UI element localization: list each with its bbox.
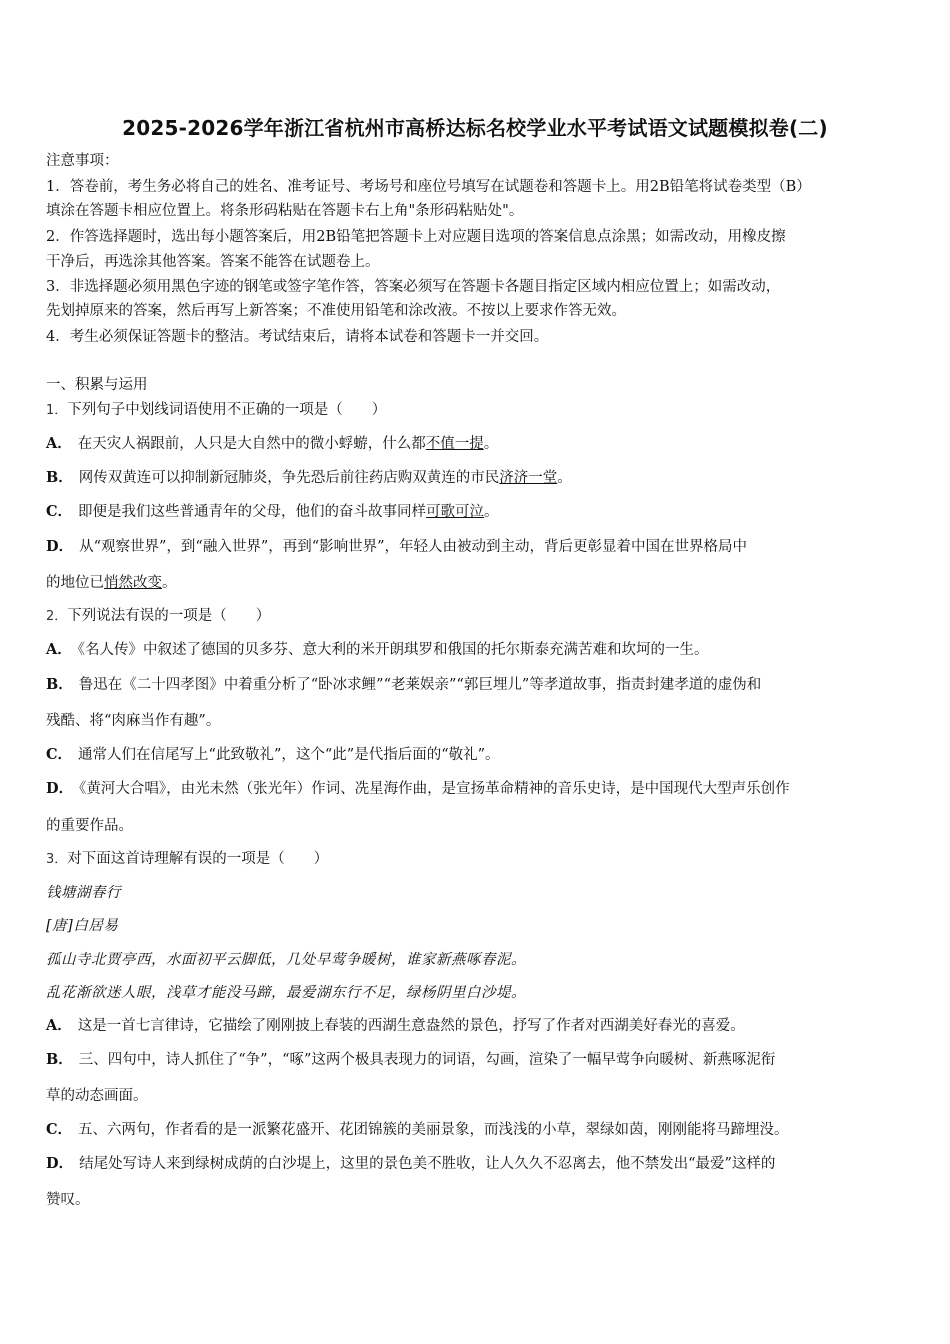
underlined-term: 悄然改变: [104, 575, 162, 591]
option-letter: D．: [46, 538, 74, 555]
q1-option-c: [46, 502, 916, 522]
option-letter: B．: [46, 469, 73, 486]
option-letter: C．: [46, 1121, 73, 1138]
poem-line: 孤山寺北贾亭西，水面初平云脚低，几处早莺争暖树，谁家新燕啄春泥。: [46, 952, 526, 968]
q2-option-a: [46, 640, 916, 660]
option-text: 从“观察世界”，到“融入世界”，再到“影响世界”，年轻人由被动到主动，背后更彰显着中国在世界格局中: [79, 539, 748, 555]
section-heading: 一、积累与运用: [46, 377, 148, 393]
q2-option-d: [46, 779, 916, 799]
question-3-stem: [46, 849, 916, 870]
option-text: 。: [557, 470, 572, 486]
option-text: 的地位已: [46, 575, 104, 591]
option-text: 五、六两句，作者看的是一派繁花盛开、花团锦簇的美丽景象，而浅浅的小草，翠绿如茵，刚刚能将马蹄埋没。: [78, 1122, 789, 1138]
option-letter: D．: [46, 780, 74, 797]
notes-line: 干净后，再选涂其他答案。答案不能答在试题卷上。: [46, 254, 380, 270]
option-text: 结尾处写诗人来到绿树成荫的白沙堤上，这里的景色美不胜收，让人久久不忍离去，他不禁发出“最爱”这样的: [79, 1156, 776, 1172]
underlined-term: 可歌可泣: [426, 504, 485, 520]
q3-option-d: [46, 1154, 916, 1174]
poem-title: 钱塘湖春行: [46, 885, 121, 901]
option-text: 《黄河大合唱》，由光未然（张光年）作词、冼星海作曲，是宣扬革命精神的音乐史诗，是中国现代大型声乐创作: [79, 781, 790, 797]
option-letter: C．: [46, 746, 73, 763]
option-text: 网传双黄连可以抑制新冠肺炎，争先恐后前往药店购双黄连的市民: [78, 470, 500, 486]
option-text: 三、四句中，诗人抓住了“争”，“啄”这两个极具表现力的词语，勾画，渲染了一幅早莺争向暖树、新燕啄泥衔: [78, 1052, 776, 1068]
notes-line: 填涂在答题卡相应位置上。将条形码粘贴在答题卡右上角"条形码粘贴处"。: [46, 203, 524, 219]
notes-line: 先划掉原来的答案，然后再写上新答案；不准使用铅笔和涂改液。不按以上要求作答无效。: [46, 303, 626, 319]
option-text: 鲁迅在《二十四孝图》中着重分析了“卧冰求鲤”“老莱娱亲”“郭巨埋儿”等孝道故事，指责封建孝道的虚伪和: [78, 677, 762, 693]
option-text: 。: [484, 504, 499, 520]
underlined-term: 济济一堂: [499, 470, 558, 486]
option-letter: A．: [46, 435, 72, 452]
page-title: 2025-2026学年浙江省杭州市高桥达标名校学业水平考试语文试题模拟卷(二): [122, 116, 828, 140]
question-number: 3．: [46, 852, 68, 867]
option-text: 。: [162, 575, 177, 591]
option-text: 即便是我们这些普通青年的父母，他们的奋斗故事同样: [78, 504, 427, 520]
option-letter: A．: [46, 641, 72, 658]
question-number: 2．: [46, 609, 68, 624]
q3-option-a: [46, 1016, 916, 1036]
notes-line: 3．非选择题必须用黑色字迹的钢笔或签字笔作答，答案必须写在答题卡各题目指定区域内相应位置上；如需改动，: [46, 279, 781, 295]
option-letter: C．: [46, 503, 73, 520]
q3-option-c: [46, 1120, 916, 1140]
question-1-stem: [46, 400, 916, 421]
question-number: 1．: [46, 403, 68, 418]
q2-option-b-cont: 残酷、将“肉麻当作有趣”。: [46, 713, 221, 729]
poem-line: 乱花渐欲迷人眼，浅草才能没马蹄，最爱湖东行不足，绿杨阴里白沙堤。: [46, 985, 526, 1001]
option-letter: B．: [46, 1051, 73, 1068]
q2-option-d-cont: 的重要作品。: [46, 818, 133, 834]
q3-option-b: [46, 1050, 916, 1070]
notes-line: 4．考生必须保证答题卡的整洁。考试结束后，请将本试卷和答题卡一并交回。: [46, 329, 549, 345]
option-text: 在天灾人祸跟前，人只是大自然中的微小蜉蝣，什么都: [77, 436, 426, 452]
question-text: 对下面这首诗理解有误的一项是（ ）: [67, 851, 329, 867]
question-text: 下列句子中划线词语使用不正确的一项是（ ）: [67, 402, 387, 418]
option-text: 通常人们在信尾写上“此致敬礼”，这个“此”是代指后面的“敬礼”。: [78, 747, 500, 763]
q2-option-c: [46, 745, 916, 765]
q1-option-a: [46, 434, 916, 454]
q1-option-b: [46, 468, 916, 488]
q3-option-b-cont: 草的动态画面。: [46, 1088, 148, 1104]
option-letter: B．: [46, 676, 73, 693]
notes-heading: 注意事项：: [46, 153, 119, 169]
q1-option-d: [46, 537, 916, 557]
option-letter: A．: [46, 1017, 72, 1034]
option-letter: D．: [46, 1155, 74, 1172]
underlined-term: 不值一提: [425, 436, 484, 452]
option-text: 这是一首七言律诗，它描绘了刚刚披上春装的西湖生意盎然的景色，抒写了作者对西湖美好春光的喜爱。: [77, 1018, 745, 1034]
notes-line: 2．作答选择题时，选出每小题答案后，用2B铅笔把答题卡上对应题目选项的答案信息点涂黑；如需改动，用橡皮擦: [46, 229, 786, 245]
q3-option-d-cont: 赞叹。: [46, 1192, 90, 1208]
q1-option-d-cont: [46, 573, 916, 593]
question-2-stem: [46, 606, 916, 627]
option-text: 。: [483, 436, 499, 452]
notes-line: 1．答卷前，考生务必将自己的姓名、准考证号、考场号和座位号填写在试题卷和答题卡上。用2B铅笔将试卷类型（B）: [46, 179, 811, 195]
q2-option-b: [46, 675, 916, 695]
option-text: 《名人传》中叙述了德国的贝多芬、意大利的米开朗琪罗和俄国的托尔斯泰充满苦难和坎坷的一生。: [77, 642, 709, 658]
question-text: 下列说法有误的一项是（ ）: [67, 608, 271, 624]
poem-author: [唐]白居易: [46, 918, 119, 934]
